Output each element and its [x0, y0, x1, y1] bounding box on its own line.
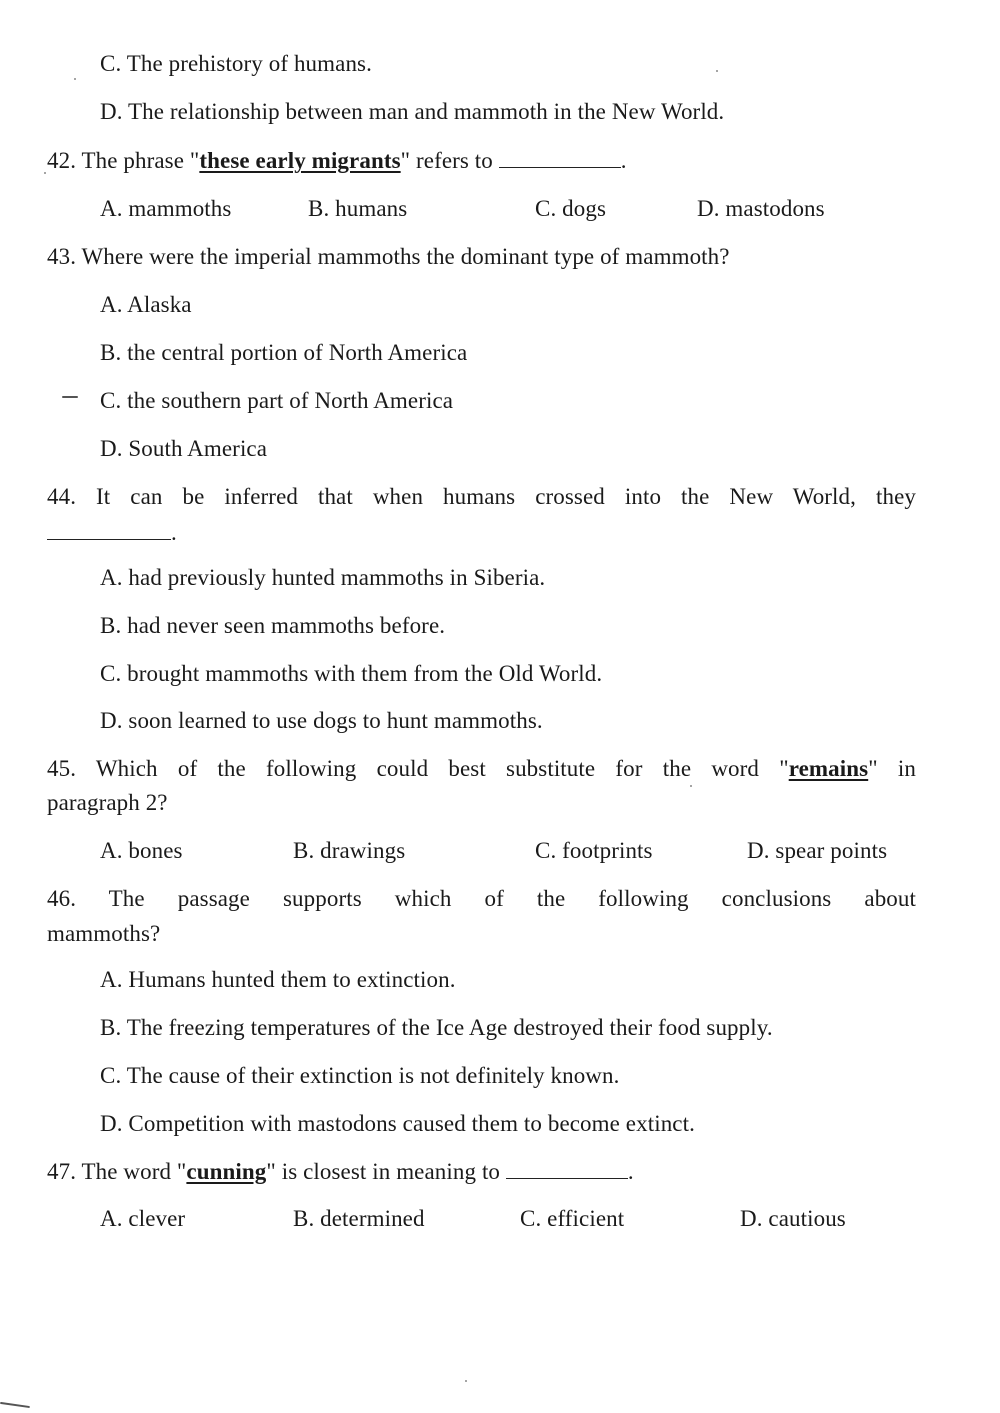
- q42-option-b: B. humans: [308, 196, 408, 221]
- q47-option-b: B. determined: [293, 1206, 425, 1231]
- q44-option-c: C. brought mammoths with them from the Old World.: [100, 661, 603, 686]
- q47-stem-suffix: " is closest in meaning to: [266, 1159, 506, 1184]
- q46-option-b: B. The freezing temperatures of the Ice Age destroyed their food supply.: [100, 1015, 773, 1040]
- q47-keyword: cunning: [186, 1159, 267, 1184]
- q43-option-c: C. the southern part of North America: [100, 388, 454, 413]
- q42-option-c: C. dogs: [535, 196, 606, 221]
- q46-stem: 46. The passage supports which of the following conclusions about: [47, 886, 916, 911]
- q43-option-a: A. Alaska: [100, 292, 192, 317]
- q44-option-a: A. had previously hunted mammoths in Siberia.: [100, 565, 546, 590]
- q44-stem-end: .: [171, 520, 177, 545]
- scan-speck: [690, 785, 692, 787]
- scan-speck: [465, 1380, 467, 1382]
- q44-option-b: B. had never seen mammoths before.: [100, 613, 446, 638]
- q43-stem: 43. Where were the imperial mammoths the dominant type of mammoth?: [47, 244, 730, 269]
- q44-answer-blank: [47, 519, 171, 540]
- q42-keyword: these early migrants: [199, 148, 401, 173]
- q46-option-d: D. Competition with mastodons caused them to become extinct.: [100, 1111, 695, 1136]
- scan-edge-mark: [0, 1402, 30, 1408]
- q45-stem: [47, 755, 916, 783]
- q44-stem: 44. It can be inferred that when humans crossed into the New World, they: [47, 484, 916, 509]
- q46-stem-line2: mammoths?: [47, 921, 161, 946]
- q45-option-b: B. drawings: [293, 838, 406, 863]
- q45-stem-suffix: " in: [868, 756, 916, 781]
- q45-option-a: A. bones: [100, 838, 183, 863]
- q46-option-c: C. The cause of their extinction is not definitely known.: [100, 1063, 620, 1088]
- scan-dash-mark: [62, 396, 78, 398]
- q42-stem-end: .: [620, 148, 627, 173]
- q47-option-d: D. cautious: [740, 1206, 846, 1231]
- q42-stem-prefix: 42. The phrase ": [47, 148, 200, 173]
- scan-speck: [74, 78, 76, 80]
- q44-option-d: D. soon learned to use dogs to hunt mammoths.: [100, 708, 543, 733]
- q47-option-c: C. efficient: [520, 1206, 625, 1231]
- q42-answer-blank: [499, 147, 621, 168]
- q45-stem-prefix: 45. Which of the following could best substitute for the word ": [47, 756, 789, 781]
- q41-option-d: D. The relationship between man and mammoth in the New World.: [100, 99, 725, 124]
- q47-option-a: A. clever: [100, 1206, 186, 1231]
- q44-answer-line: [47, 519, 177, 547]
- q45-option-c: C. footprints: [535, 838, 653, 863]
- q42-stem-suffix: " refers to: [400, 148, 499, 173]
- q47-stem-prefix: 47. The word ": [47, 1159, 187, 1184]
- q45-stem-line2: paragraph 2?: [47, 790, 168, 815]
- q47-stem: [47, 1158, 634, 1186]
- q42-option-a: A. mammoths: [100, 196, 232, 221]
- q45-option-d: D. spear points: [747, 838, 888, 863]
- q43-option-d: D. South America: [100, 436, 268, 461]
- q41-option-c: C. The prehistory of humans.: [100, 51, 372, 76]
- q43-option-b: B. the central portion of North America: [100, 340, 468, 365]
- scan-speck: [44, 172, 46, 174]
- q42-stem: [47, 147, 627, 175]
- q46-option-a: A. Humans hunted them to extinction.: [100, 967, 456, 992]
- q47-stem-end: .: [627, 1159, 634, 1184]
- scan-speck: [716, 70, 718, 72]
- q42-option-d: D. mastodons: [697, 196, 825, 221]
- q47-answer-blank: [506, 1158, 628, 1179]
- q45-keyword: remains: [788, 756, 869, 781]
